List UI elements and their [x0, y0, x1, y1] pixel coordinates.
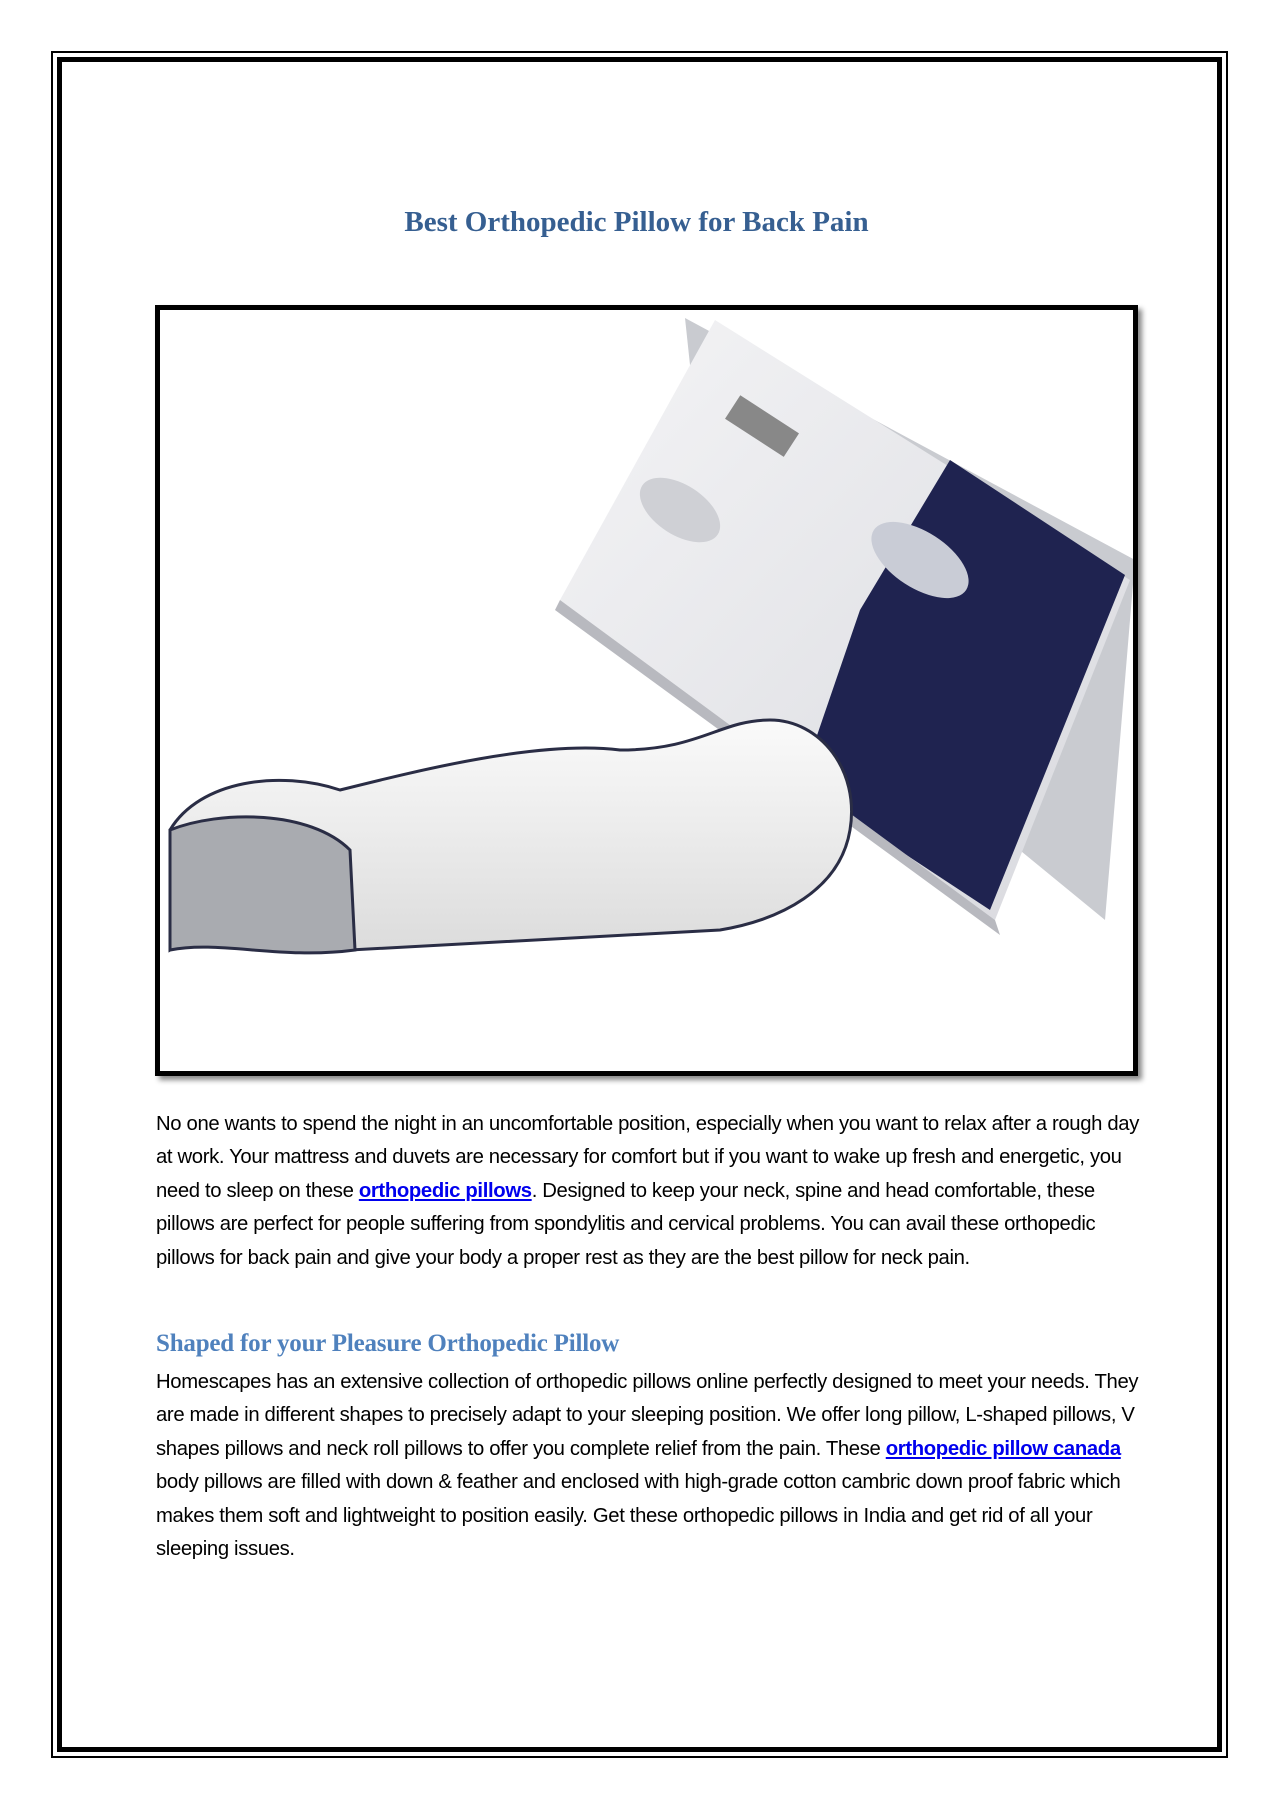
section-paragraph — [156, 1366, 1146, 1566]
intro-text-continued: . Designed to keep your neck, spine and head comfortable, these pillows are perfect for people suffering from spondylitis and cervical problems. You can avail these orthopedic pillows for back pain and give your body a proper rest as they are the best pillow for neck pain. — [156, 1179, 1096, 1269]
page-title: Best Orthopedic Pillow for Back Pain — [404, 206, 869, 238]
intro-paragraph — [156, 1108, 1146, 1275]
pillow-illustration — [160, 310, 1133, 1071]
product-photo — [155, 305, 1138, 1076]
section-heading: Shaped for your Pleasure Orthopedic Pillow — [156, 1330, 620, 1357]
section-text: Homescapes has an extensive collection of orthopedic pillows online perfectly designed to meet your needs. They are made in different shapes to precisely adapt to your sleeping position. We offer long pillow, L-shaped pillows, V shapes pillows and neck roll pillows to offer you complete relief from the pain. These — [156, 1371, 1139, 1460]
intro-text: No one wants to spend the night in an uncomfortable position, especially when you want to relax after a rough day at work. Your mattress and duvets are necessary for comfort but if you want to wake up fresh and energetic, you need to sleep on these — [156, 1113, 1140, 1202]
section-text-continued: body pillows are filled with down & feather and enclosed with high-grade cotton cambric down proof fabric which makes them soft and lightweight to position easily. Get these orthopedic pillows in India and get rid of all your sleeping issues. — [156, 1471, 1121, 1561]
orthopedic-pillow-canada-link[interactable]: orthopedic pillow canada — [885, 1437, 1121, 1460]
orthopedic-pillows-link[interactable]: orthopedic pillows — [358, 1179, 532, 1202]
